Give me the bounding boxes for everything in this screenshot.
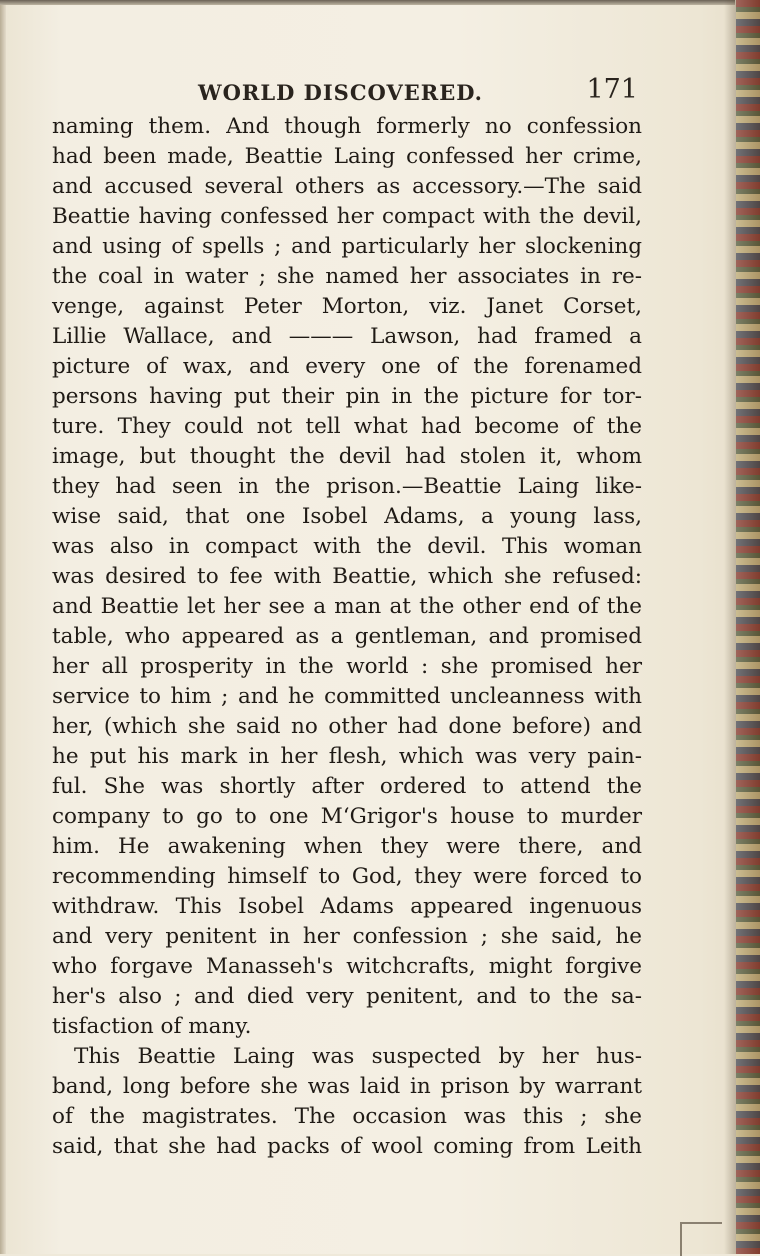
text-line: and accused several others as accessory.—The said [52, 174, 642, 199]
text-line: naming them. And though formerly no confession [52, 114, 642, 139]
text-line: of the magistrates. The occasion was this ; she [52, 1104, 642, 1129]
text-line: her all prosperity in the world : she promised her [52, 654, 642, 679]
text-line: This Beattie Laing was suspected by her hus- [74, 1044, 642, 1069]
text-line: tisfaction of many. [52, 1014, 252, 1039]
text-line: ture. They could not tell what had become of the [52, 414, 642, 439]
text-line: they had seen in the prison.—Beattie Laing like- [52, 474, 642, 499]
text-line: persons having put their pin in the picture for tor- [52, 384, 642, 409]
text-line: had been made, Beattie Laing confessed her crime, [52, 144, 642, 169]
page-top-edge [0, 0, 735, 5]
text-line: ful. She was shortly after ordered to attend the [52, 774, 642, 799]
text-line: he put his mark in her flesh, which was very pain- [52, 744, 642, 769]
text-line: withdraw. This Isobel Adams appeared ingenuous [52, 894, 642, 919]
text-line: was desired to fee with Beattie, which she refused: [52, 564, 642, 589]
text-line: and very penitent in her confession ; she said, he [52, 924, 642, 949]
text-line: him. He awakening when they were there, and [52, 834, 642, 859]
text-line: venge, against Peter Morton, viz. Janet Corset, [52, 294, 642, 319]
text-line: the coal in water ; she named her associates in re- [52, 264, 642, 289]
page-number: 171 [586, 74, 638, 105]
text-line: her, (which she said no other had done before) and [52, 714, 642, 739]
book-spine-edge [736, 0, 760, 1254]
text-line: was also in compact with the devil. This woman [52, 534, 642, 559]
text-line: company to go to one M‘Grigor's house to murder [52, 804, 642, 829]
text-line: service to him ; and he committed uncleanness with [52, 684, 642, 709]
page-header [198, 74, 638, 112]
text-line: and Beattie let her see a man at the other end of the [52, 594, 642, 619]
text-line: band, long before she was laid in prison by warrant [52, 1074, 642, 1099]
text-line: picture of wax, and every one of the forenamed [52, 354, 642, 379]
body-text [52, 112, 642, 1162]
text-line: and using of spells ; and particularly her slockening [52, 234, 642, 259]
text-line: Lillie Wallace, and ——— Lawson, had framed a [52, 324, 642, 349]
text-line: wise said, that one Isobel Adams, a young lass, [52, 504, 642, 529]
text-line: her's also ; and died very penitent, and to the sa- [52, 984, 642, 1009]
running-head: WORLD DISCOVERED. [198, 80, 483, 105]
text-line: said, that she had packs of wool coming from Leith [52, 1134, 642, 1159]
text-line: table, who appeared as a gentleman, and promised [52, 624, 642, 649]
text-line: who forgave Manasseh's witchcrafts, might forgive [52, 954, 642, 979]
text-line: recommending himself to God, they were forced to [52, 864, 642, 889]
text-line: image, but thought the devil had stolen it, whom [52, 444, 642, 469]
text-line: Beattie having confessed her compact with the devil, [52, 204, 642, 229]
corner-mark [680, 1222, 722, 1256]
page-left-edge [0, 0, 6, 1254]
